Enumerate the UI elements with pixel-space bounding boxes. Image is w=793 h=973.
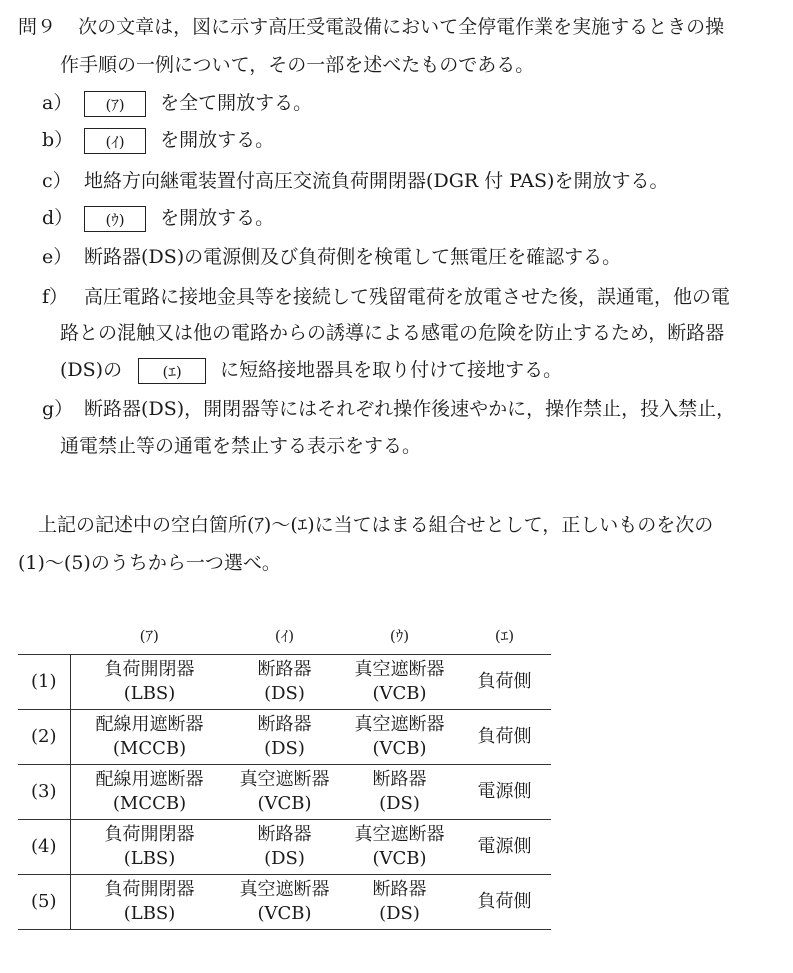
step-a-text: を全て開放する。 — [160, 92, 313, 114]
table-header-b: (ｲ) — [274, 627, 295, 645]
step-g-line-1 — [42, 396, 735, 422]
step-f-text-3-post: に短絡接地器具を取り付けて接地する。 — [220, 359, 563, 381]
question-stem-2: 作手順の一例について，その一部を述べたものである。 — [60, 54, 535, 76]
step-f-line-3 — [60, 357, 562, 384]
cell-a: 負荷開閉器 (LBS) — [70, 820, 229, 875]
row-index: (2) — [18, 710, 70, 765]
instruction-line-2 — [18, 550, 281, 576]
step-d-text: を開放する。 — [160, 207, 275, 229]
table-row — [18, 820, 551, 875]
cell-d: 負荷側 — [459, 655, 551, 710]
step-g-line-2 — [60, 433, 421, 459]
step-c-text: 地絡方向継電装置付高圧交流負荷開閉器(DGR 付 PAS)を開放する。 — [84, 170, 669, 192]
step-d — [42, 205, 274, 232]
step-f-text-1: 高圧電路に接地金具等を接続して残留電荷を放電させた後，誤通電，他の電 — [84, 286, 731, 308]
blank-d: (ｳ) — [84, 206, 146, 232]
blank-b: (ｲ) — [84, 128, 146, 154]
step-a-label: a） — [42, 92, 73, 114]
answer-table — [18, 618, 551, 930]
cell-c: 真空遮断器 (VCB) — [341, 820, 459, 875]
instruction-line-1 — [38, 512, 713, 538]
instruction-text-2: (1)～(5)のうちから一つ選べ。 — [18, 552, 281, 574]
table-header-a: (ｱ) — [139, 627, 159, 645]
step-f-line-2 — [60, 320, 724, 346]
question-stem-1: 次の文章は，図に示す高圧受電設備において全停電作業を実施するときの操 — [78, 16, 725, 38]
table-header-c: (ｳ) — [389, 627, 410, 645]
cell-d: 電源側 — [459, 820, 551, 875]
table-row — [18, 875, 551, 930]
table-header-d: (ｴ) — [494, 627, 515, 645]
cell-c: 真空遮断器 (VCB) — [341, 655, 459, 710]
step-c — [42, 168, 668, 194]
step-g-label: g） — [42, 398, 74, 420]
table-row — [18, 655, 551, 710]
cell-b: 真空遮断器 (VCB) — [229, 765, 341, 820]
step-e-text: 断路器(DS)の電源側及び負荷側を検電して無電圧を確認する。 — [84, 246, 622, 268]
row-index: (3) — [18, 765, 70, 820]
table-header-row — [18, 618, 551, 655]
step-g-text-1: 断路器(DS)，開閉器等にはそれぞれ操作後速やかに，操作禁止，投入禁止， — [84, 398, 736, 420]
step-e-label: e） — [42, 246, 73, 268]
cell-c: 断路器 (DS) — [341, 765, 459, 820]
step-e — [42, 244, 621, 270]
cell-a: 負荷開閉器 (LBS) — [70, 655, 229, 710]
cell-a: 配線用遮断器 (MCCB) — [70, 710, 229, 765]
cell-a: 配線用遮断器 (MCCB) — [70, 765, 229, 820]
table-header-index — [18, 618, 70, 655]
question-line-1 — [18, 14, 724, 40]
cell-b: 断路器 (DS) — [229, 655, 341, 710]
step-f-label: f） — [42, 286, 69, 308]
cell-d: 負荷側 — [459, 710, 551, 765]
row-index: (5) — [18, 875, 70, 930]
table-row — [18, 765, 551, 820]
step-g-text-2: 通電禁止等の通電を禁止する表示をする。 — [60, 435, 422, 457]
step-f-text-2: 路との混触又は他の電路からの誘導による感電の危険を防止するため，断路器 — [60, 322, 725, 344]
cell-d: 負荷側 — [459, 875, 551, 930]
step-c-label: c） — [42, 170, 72, 192]
row-index: (4) — [18, 820, 70, 875]
step-a — [42, 90, 312, 117]
table-row — [18, 710, 551, 765]
blank-a: (ｱ) — [84, 91, 146, 117]
cell-b: 断路器 (DS) — [229, 710, 341, 765]
step-b — [42, 127, 274, 154]
cell-b: 真空遮断器 (VCB) — [229, 875, 341, 930]
row-index: (1) — [18, 655, 70, 710]
step-f-line-1 — [42, 284, 730, 310]
step-f-text-3-pre: (DS)の — [60, 359, 123, 381]
cell-c: 真空遮断器 (VCB) — [341, 710, 459, 765]
question-line-2 — [60, 52, 534, 78]
step-b-label: b） — [42, 129, 74, 151]
cell-a: 負荷開閉器 (LBS) — [70, 875, 229, 930]
cell-c: 断路器 (DS) — [341, 875, 459, 930]
step-d-label: d） — [42, 207, 74, 229]
cell-d: 電源側 — [459, 765, 551, 820]
instruction-text-1: 上記の記述中の空白箇所(ｱ)～(ｴ)に当てはまる組合せとして，正しいものを次の — [38, 514, 714, 536]
step-b-text: を開放する。 — [160, 129, 275, 151]
cell-b: 断路器 (DS) — [229, 820, 341, 875]
question-number: 問９ — [18, 16, 57, 38]
blank-f: (ｴ) — [138, 358, 206, 384]
